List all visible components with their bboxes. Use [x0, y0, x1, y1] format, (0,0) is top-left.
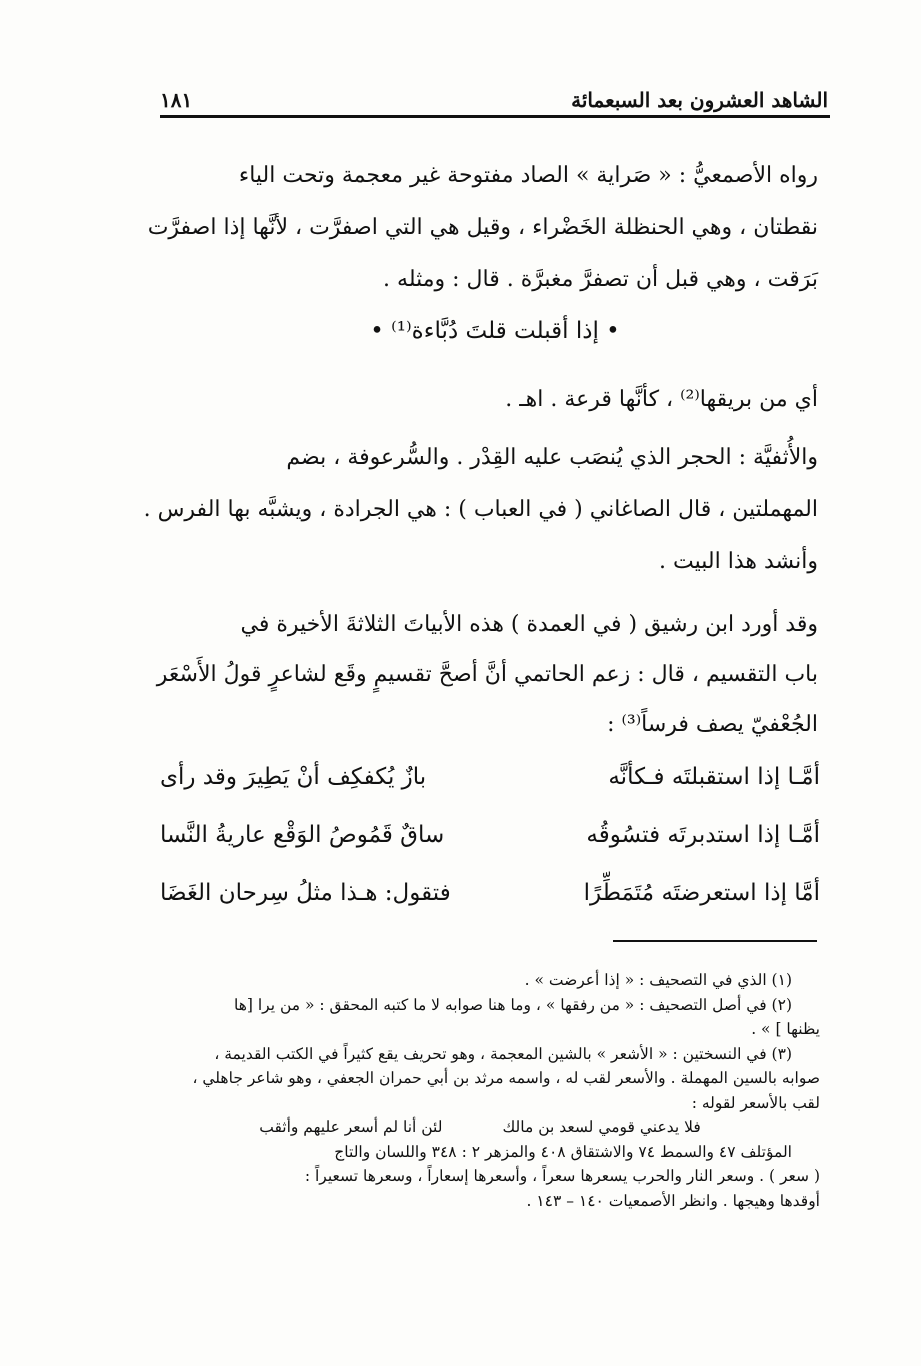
text-line: أي من بريقها⁽²⁾ ، كأنَّها قرعة . اهـ .: [505, 387, 818, 412]
verse-first-hemistich: أمَّـا إذا استقبلتَه فـكأنَّه: [608, 764, 820, 790]
text-line: رواه الأصمعيُّ : « صَراية » الصاد مفتوحة غير معجمة وتحت الياء: [238, 163, 818, 188]
footnote-poem-first: فلا يدعني قومي لسعد بن مالك: [502, 1118, 701, 1136]
footnote-poem: [160, 1115, 820, 1140]
footnote-line: المؤتلف ٤٧ والسمط ٧٤ والاشتقاق ٤٠٨ والمزهر ٢ : ٣٤٨ واللسان والتاج: [334, 1142, 792, 1161]
page-number: ١٨١: [160, 88, 193, 112]
footnote-rule: [613, 940, 817, 942]
footnote-line: (١) الذي في التصحيف : « إذا أعرضت » .: [524, 971, 792, 989]
text-line: وقد أورد ابن رشيق ( في العمدة ) هذه الأبياتَ الثلاثةَ الأخيرة في: [240, 612, 818, 637]
footnote-line: لقب بالأسعر لقوله :: [691, 1093, 820, 1112]
paragraph-3: [143, 432, 818, 588]
verse-row: [160, 864, 820, 922]
footnote-line: يظنها ] » .: [751, 1020, 820, 1038]
poem-verses: [160, 748, 820, 922]
footnote-line: أوقدها وهيجها . وانظر الأصمعيات ١٤٠ – ١٤٣ .: [526, 1191, 820, 1210]
verse-second-hemistich: فتقول: هـذا مثلُ سِرحان الغَضَا: [160, 880, 451, 906]
verse-first-hemistich: أمَّا إذا استعرضتَه مُتَمَطِّرًا: [583, 880, 820, 906]
text-line: المهملتين ، قال الصاغاني ( في العباب ) : هي الجرادة ، ويشبَّه بها الفرس .: [143, 497, 818, 522]
verse-first-hemistich: أمَّـا إذا استدبرتَه فتسُوقُه: [586, 822, 820, 848]
footnotes: [160, 968, 820, 1213]
footnote-line: صوابه بالسين المهملة . والأسعر لقب له ، واسمه مرثد بن أبي حمران الجعفي ، وهو شاعر جاهلي ،: [192, 1069, 820, 1087]
paragraph-2: [168, 374, 818, 426]
quoted-verse: • إذا أقبلت قلتَ دُبَّاءة⁽¹⁾ •: [370, 318, 620, 344]
text-line: الجُعْفيّ يصف فرساً⁽³⁾ :: [607, 712, 818, 737]
text-line: والأُثفيَّة : الحجر الذي يُنصَب عليه القِدْر . والسُّرعوفة ، بضم: [286, 445, 818, 470]
verse-second-hemistich: بازٌ يُكفكِف أنْ يَطِيرَ وقد رأى: [160, 764, 427, 790]
footnote-line: (٢) في أصل التصحيف : « من رفقها » ، وما هنا صوابه لا ما كتبه المحقق : « من يرا [ها: [234, 995, 792, 1014]
paragraph-1: [147, 150, 818, 306]
footnote-line: (٣) في النسختين : « الأشعر » بالشين المعجمة ، وهو تحريف يقع كثيراً في الكتب القديمة ،: [214, 1044, 792, 1063]
text-line: بَرَقت ، وهي قبل أن تصفرَّ مغبرَّة . قال : ومثله .: [383, 267, 818, 292]
verse-row: [160, 748, 820, 806]
page-header: [160, 76, 828, 112]
verse-second-hemistich: ساقٌ قَمُوصُ الوَقْع عاريةُ النَّسا: [160, 822, 445, 848]
header-rule: [160, 115, 830, 118]
text-line: نقطتان ، وهي الحنظلة الخَضْراء ، وقيل هي التي اصفرَّت ، لأنَّها إذا اصفرَّت: [147, 215, 818, 240]
text-line: وأنشد هذا البيت .: [659, 549, 818, 574]
paragraph-4: [156, 600, 818, 750]
verse-row: [160, 806, 820, 864]
running-title: الشاهد العشرون بعد السبعمائة: [571, 88, 828, 112]
text-line: باب التقسيم ، قال : زعم الحاتمي أنَّ أصحَّ تقسيمٍ وقَع لشاعرٍ قولُ الأَسْعَر: [156, 662, 818, 687]
footnote-line: ( سعر ) . وسعر النار والحرب يسعرها سعراً ، وأسعرها إسعاراً ، وسعرها تسعيراً :: [304, 1167, 820, 1185]
footnote-poem-second: لئن أنا لم أسعر عليهم وأثقب: [259, 1118, 443, 1136]
